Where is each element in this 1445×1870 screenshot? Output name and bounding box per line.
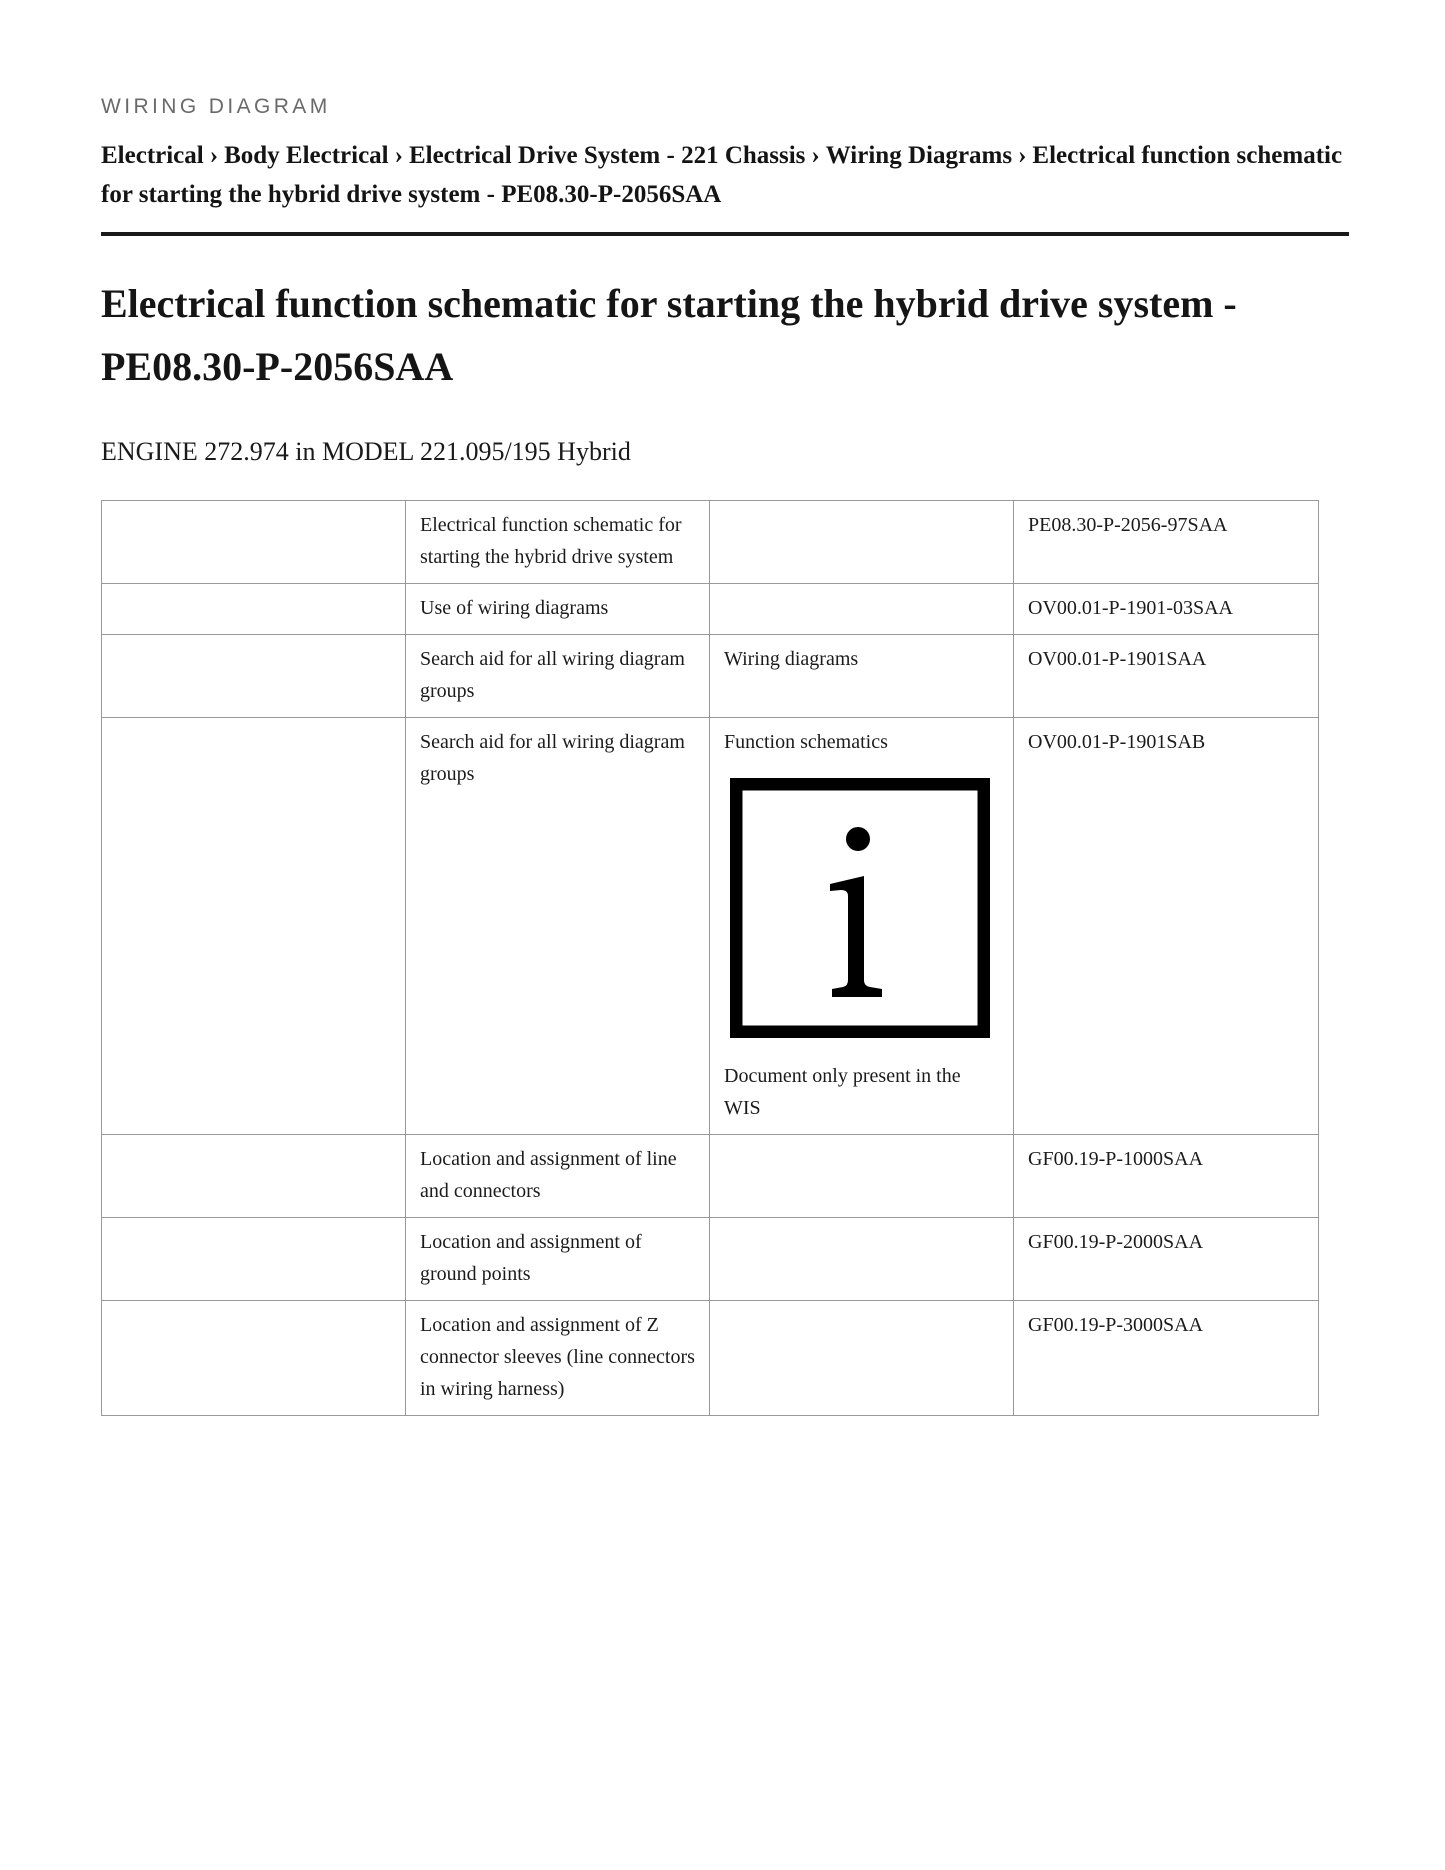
table-row (102, 718, 1319, 1135)
table-cell-document-code[interactable]: GF00.19-P-1000SAA (1014, 1135, 1319, 1218)
breadcrumb-separator: › (811, 142, 820, 169)
table-cell-blank (102, 584, 406, 635)
table-row (102, 635, 1319, 718)
table-cell-blank (102, 718, 406, 1135)
table-cell-category (710, 718, 1014, 1135)
breadcrumb (101, 136, 1349, 236)
table-row (102, 501, 1319, 584)
info-icon (730, 778, 990, 1038)
table-cell-document-code[interactable]: OV00.01-P-1901SAB (1014, 718, 1319, 1135)
breadcrumb-separator: › (394, 142, 403, 169)
table-cell-category (710, 501, 1014, 584)
table-cell-category (710, 1135, 1014, 1218)
table-row (102, 1218, 1319, 1301)
breadcrumb-item-current-document: Electrical function schematic for starting the hybrid drive system - PE08.30-P-2056SAA (101, 142, 1343, 208)
table-cell-blank (102, 1135, 406, 1218)
engine-model-subtitle: ENGINE 272.974 in MODEL 221.095/195 Hybrid (101, 437, 631, 466)
table-cell-description: Location and assignment of Z connector sleeves (line connectors in wiring harness) (406, 1301, 710, 1416)
breadcrumb-item-electrical[interactable]: Electrical (101, 142, 204, 169)
section-kicker: WIRING DIAGRAM (101, 95, 331, 118)
table-cell-document-code[interactable]: GF00.19-P-2000SAA (1014, 1218, 1319, 1301)
table-cell-blank (102, 635, 406, 718)
breadcrumb-item-wiring-diagrams[interactable]: Wiring Diagrams (825, 142, 1013, 169)
table-cell-document-code[interactable]: OV00.01-P-1901-03SAA (1014, 584, 1319, 635)
table-cell-category (710, 584, 1014, 635)
table-row (102, 1135, 1319, 1218)
table-cell-description: Use of wiring diagrams (406, 584, 710, 635)
reference-table (101, 500, 1319, 1416)
table-cell-category (710, 1301, 1014, 1416)
document-page (101, 92, 1349, 1416)
availability-note: Document only present in the WIS (724, 1065, 961, 1119)
table-cell-description: Electrical function schematic for starting the hybrid drive system (406, 501, 710, 584)
category-label: Function schematics (724, 731, 888, 753)
table-cell-description: Search aid for all wiring diagram groups (406, 718, 710, 1135)
breadcrumb-item-electrical-drive-system[interactable]: Electrical Drive System - 221 Chassis (408, 142, 806, 169)
table-cell-blank (102, 1218, 406, 1301)
table-cell-category: Wiring diagrams (710, 635, 1014, 718)
table-cell-description: Search aid for all wiring diagram groups (406, 635, 710, 718)
page-title: Electrical function schematic for starting the hybrid drive system - PE08.30-P-2056SAA (101, 281, 1237, 389)
table-cell-description: Location and assignment of line and connectors (406, 1135, 710, 1218)
table-cell-description: Location and assignment of ground points (406, 1218, 710, 1301)
table-cell-document-code[interactable]: OV00.01-P-1901SAA (1014, 635, 1319, 718)
table-row (102, 584, 1319, 635)
table-cell-category (710, 1218, 1014, 1301)
table-row (102, 1301, 1319, 1416)
breadcrumb-separator: › (1018, 142, 1027, 169)
breadcrumb-item-body-electrical[interactable]: Body Electrical (224, 142, 389, 169)
table-cell-document-code[interactable]: GF00.19-P-3000SAA (1014, 1301, 1319, 1416)
table-cell-blank (102, 1301, 406, 1416)
table-cell-blank (102, 501, 406, 584)
table-cell-document-code[interactable]: PE08.30-P-2056-97SAA (1014, 501, 1319, 584)
breadcrumb-separator: › (209, 142, 219, 169)
